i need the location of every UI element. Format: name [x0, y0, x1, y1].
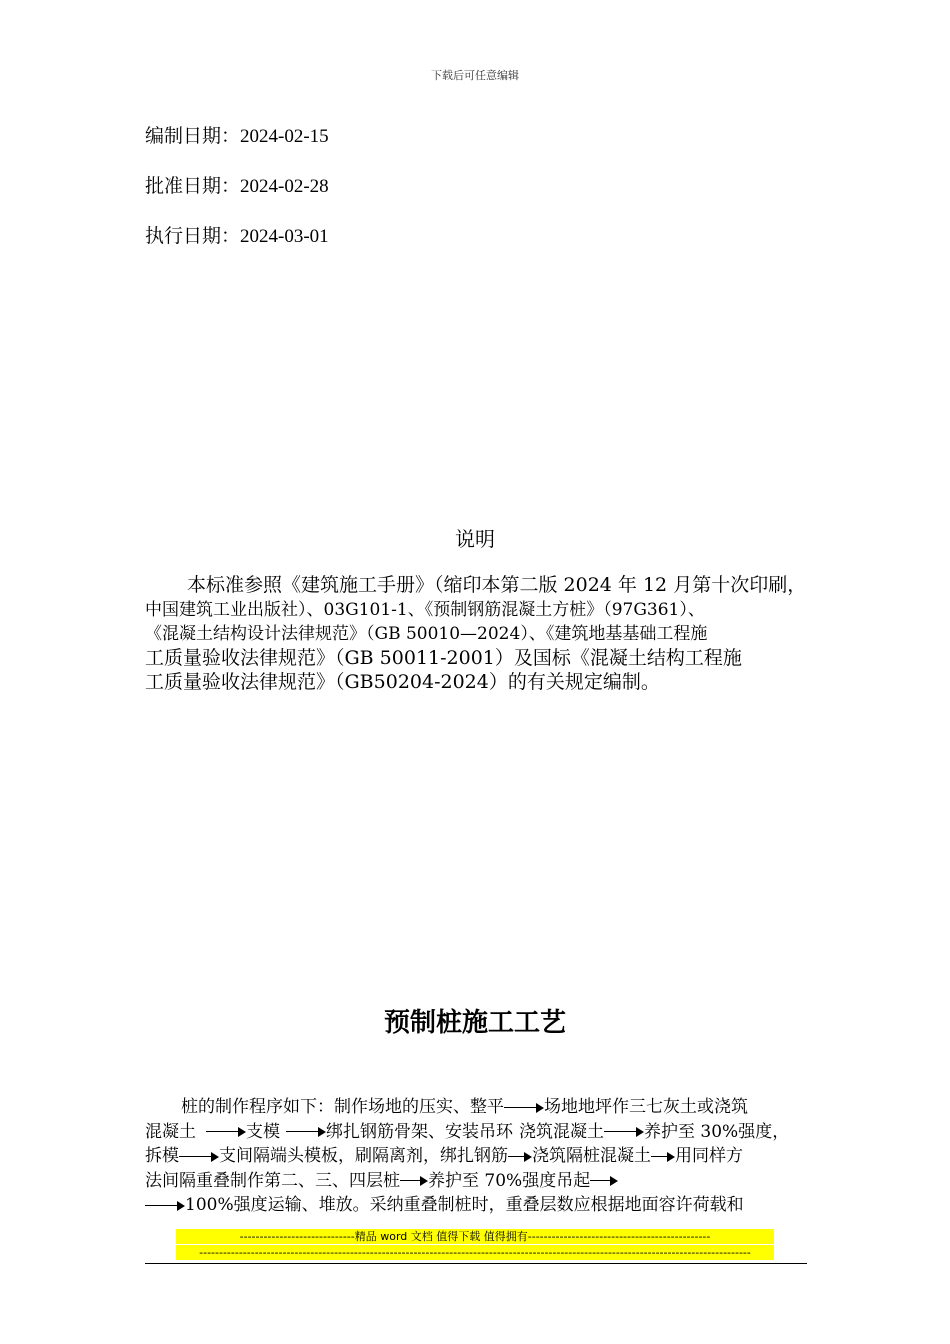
arrow-icon	[179, 1152, 219, 1162]
arrow-icon	[145, 1201, 185, 1211]
process-line: 100%强度运输、堆放。采纳重叠制桩时，重叠层数应根据地面容许荷载和	[145, 1193, 807, 1218]
explanation-line: 工质量验收法律规范》（GB 50011-2001）及国标《混凝土结构工程施	[145, 647, 742, 669]
explanation-line: 本标准参照《建筑施工手册》（缩印本第二版 2024 年 12 月第十次印刷，	[187, 574, 807, 596]
process-line: 混凝土 支模 绑扎钢筋骨架、安装吊环 浇筑混凝土 养护至 30%强度，	[145, 1121, 790, 1142]
approve-date-value: 2024-02-28	[240, 176, 329, 197]
explanation-paragraph	[145, 573, 807, 694]
arrow-icon	[206, 1127, 246, 1137]
process-line: 拆模 支间隔端头模板，刷隔离剂，绑扎钢筋 浇筑隔桩混凝土 用同样方	[145, 1146, 743, 1166]
arrow-icon	[604, 1127, 644, 1137]
footer-divider	[145, 1263, 807, 1264]
explanation-line: 工质量验收法律规范》（GB50204-2024）的有关规定编制。	[145, 671, 660, 693]
arrow-icon	[651, 1152, 675, 1162]
arrow-icon	[508, 1152, 532, 1162]
compile-date	[145, 124, 329, 149]
process-line: 法间隔重叠制作第二、三、四层桩 养护至 70%强度吊起	[145, 1169, 807, 1194]
approve-date	[145, 174, 329, 199]
arrow-icon	[590, 1176, 618, 1186]
footer-dashes: -------------------------------------------------------------------------------------------------------------------------------------------	[176, 1245, 774, 1260]
approve-date-label: 批准日期：	[145, 175, 241, 197]
explanation-line: 《混凝土结构设计法律规范》（GB 50010—2024）、《建筑地基基础工程施	[145, 624, 708, 644]
execute-date	[145, 224, 329, 249]
compile-date-label: 编制日期：	[145, 125, 241, 147]
header-note: 下载后可任意编辑	[431, 69, 519, 82]
process-line: 桩的制作程序如下：制作场地的压实、整平 场地地坪作三七灰土或浇筑	[181, 1097, 748, 1117]
arrow-icon	[504, 1103, 544, 1113]
process-paragraph	[145, 1095, 807, 1218]
execute-date-label: 执行日期：	[145, 225, 241, 247]
compile-date-value: 2024-02-15	[240, 126, 329, 147]
arrow-icon	[286, 1127, 326, 1137]
main-title: 预制桩施工工艺	[383, 1008, 566, 1038]
explanation-line: 中国建筑工业出版社）、03G101-1、《预制钢筋混凝土方桩》（97G361）、	[145, 600, 705, 620]
footer-banner: -----------------------------精品 word 文档 值得下载 值得拥有----------------------------------------------	[176, 1229, 774, 1244]
arrow-icon	[400, 1176, 428, 1186]
execute-date-value: 2024-03-01	[240, 226, 329, 247]
explanation-title: 说明	[455, 527, 495, 551]
